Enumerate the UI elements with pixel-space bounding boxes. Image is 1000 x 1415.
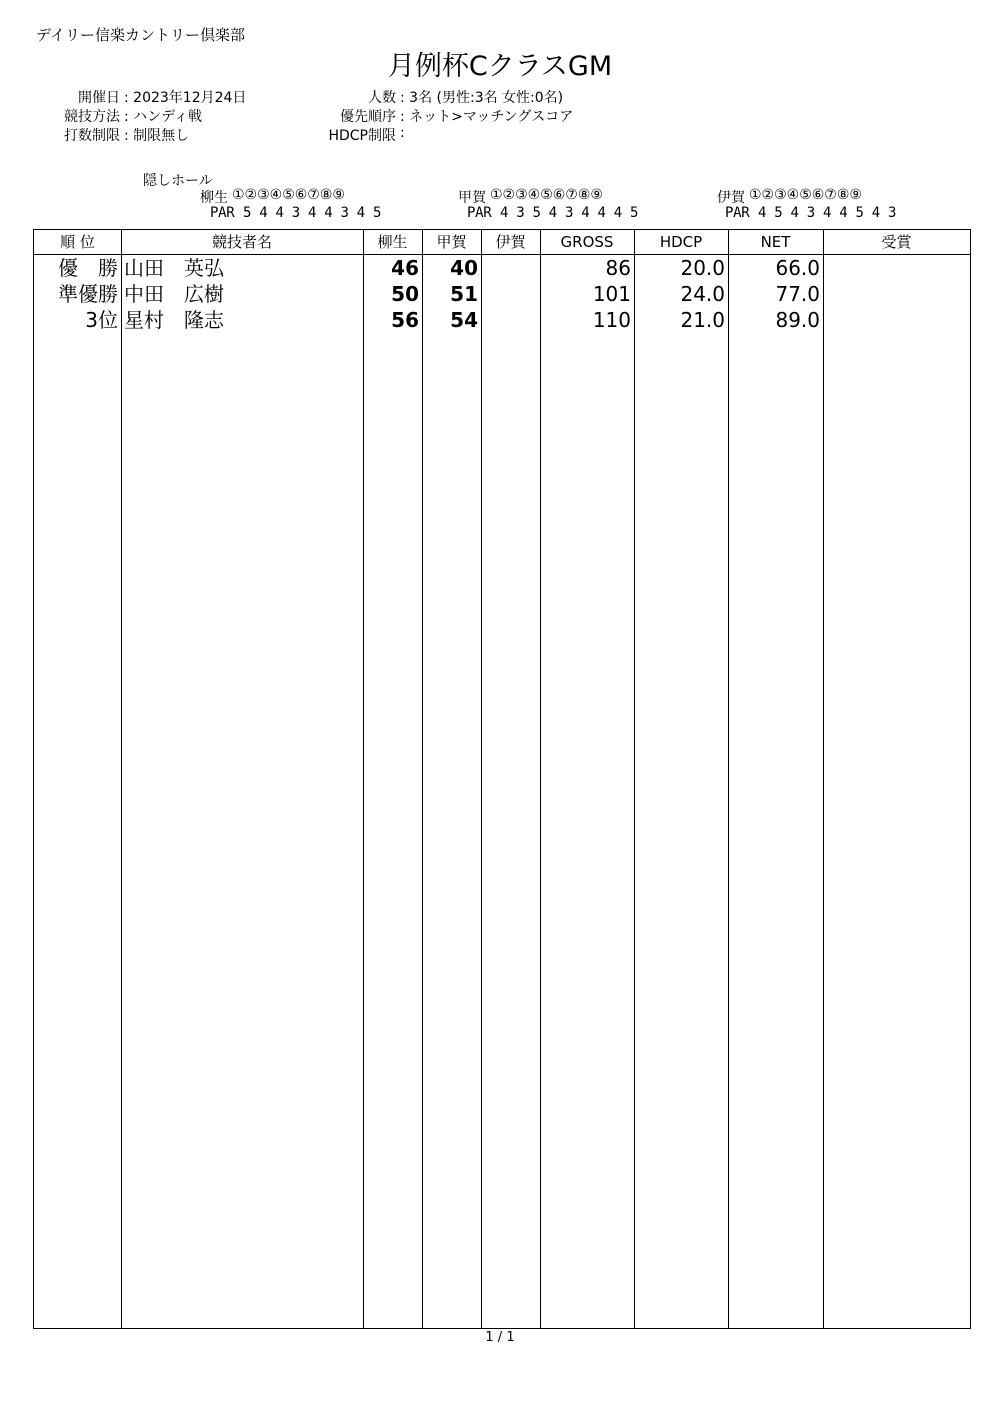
priority-value: : ネット>マッチングスコア	[400, 109, 574, 125]
col-gross-header: GROSS	[560, 233, 614, 251]
hdcp-cell: 24.0	[680, 282, 725, 306]
hdcp-limit-value: :	[400, 125, 405, 141]
limit-label: 打数制限	[64, 128, 120, 144]
priority-label: 優先順序	[340, 109, 396, 125]
hdcp-cell: 20.0	[680, 256, 725, 280]
col-net-header: NET	[760, 233, 791, 251]
rank-cell: 優 勝	[58, 256, 118, 280]
hdcp-limit-label: HDCP制限	[328, 128, 396, 144]
limit-value: : 制限無し	[124, 128, 190, 144]
par-label: PAR	[725, 205, 750, 221]
col-award-header: 受賞	[881, 233, 912, 251]
format-label: 競技方法	[64, 109, 120, 125]
player-name-cell: 星村 隆志	[124, 308, 224, 332]
course-name: 柳生	[200, 190, 228, 206]
course-name: 伊賀	[717, 190, 745, 206]
col-rank-header: 順 位	[60, 233, 95, 251]
count-value: : 3名 (男性:3名 女性:0名)	[400, 90, 564, 106]
gross-cell: 86	[605, 256, 631, 280]
iga-score-cell	[481, 307, 537, 333]
page-title: 月例杯CクラスGM	[387, 51, 613, 82]
table-row	[34, 255, 970, 281]
format-value: : ハンディ戦	[124, 109, 203, 125]
gross-cell: 110	[592, 308, 631, 332]
col-yagyu-header: 柳生	[377, 233, 408, 251]
par-label: PAR	[210, 205, 235, 221]
net-cell: 77.0	[775, 282, 820, 306]
iga-score-cell	[481, 281, 537, 307]
date-label: 開催日	[78, 90, 120, 106]
club-name: デイリー信楽カントリー倶楽部	[36, 26, 245, 44]
col-hdcp-header: HDCP	[659, 233, 703, 251]
course-pars: 4 3 5 4 3 4 4 4 5	[500, 205, 639, 221]
par-label: PAR	[467, 205, 492, 221]
hidden-holes-label: 隠しホール	[143, 173, 213, 189]
iga-score-cell	[481, 255, 537, 281]
col-name-header: 競技者名	[211, 233, 272, 251]
yagyu-score-cell: 50	[391, 282, 419, 306]
player-name-cell: 中田 広樹	[124, 282, 224, 306]
course-name: 甲賀	[458, 190, 486, 206]
rank-cell: 準優勝	[58, 282, 118, 306]
koga-score-cell: 51	[450, 282, 478, 306]
col-koga-header: 甲賀	[436, 233, 467, 251]
results-table	[33, 229, 971, 1329]
yagyu-score-cell: 46	[391, 256, 419, 280]
col-iga-header: 伊賀	[495, 233, 526, 251]
table-row	[34, 307, 970, 333]
course-holes: ①②③④⑤⑥⑦⑧⑨	[232, 187, 345, 203]
yagyu-score-cell: 56	[391, 308, 419, 332]
koga-score-cell: 54	[450, 308, 478, 332]
page-number: 1 / 1	[485, 1330, 515, 1345]
date-value: : 2023年12月24日	[124, 90, 247, 106]
course-pars: 4 5 4 3 4 4 5 4 3	[758, 205, 897, 221]
course-holes: ①②③④⑤⑥⑦⑧⑨	[749, 187, 862, 203]
course-holes: ①②③④⑤⑥⑦⑧⑨	[490, 187, 603, 203]
hdcp-cell: 21.0	[680, 308, 725, 332]
net-cell: 89.0	[775, 308, 820, 332]
rank-cell: 3位	[85, 308, 118, 332]
table-row	[34, 281, 970, 307]
koga-score-cell: 40	[450, 256, 478, 280]
net-cell: 66.0	[775, 256, 820, 280]
count-label: 人数	[368, 90, 396, 106]
player-name-cell: 山田 英弘	[124, 256, 224, 280]
course-pars: 5 4 4 3 4 4 3 4 5	[243, 205, 382, 221]
gross-cell: 101	[592, 282, 631, 306]
